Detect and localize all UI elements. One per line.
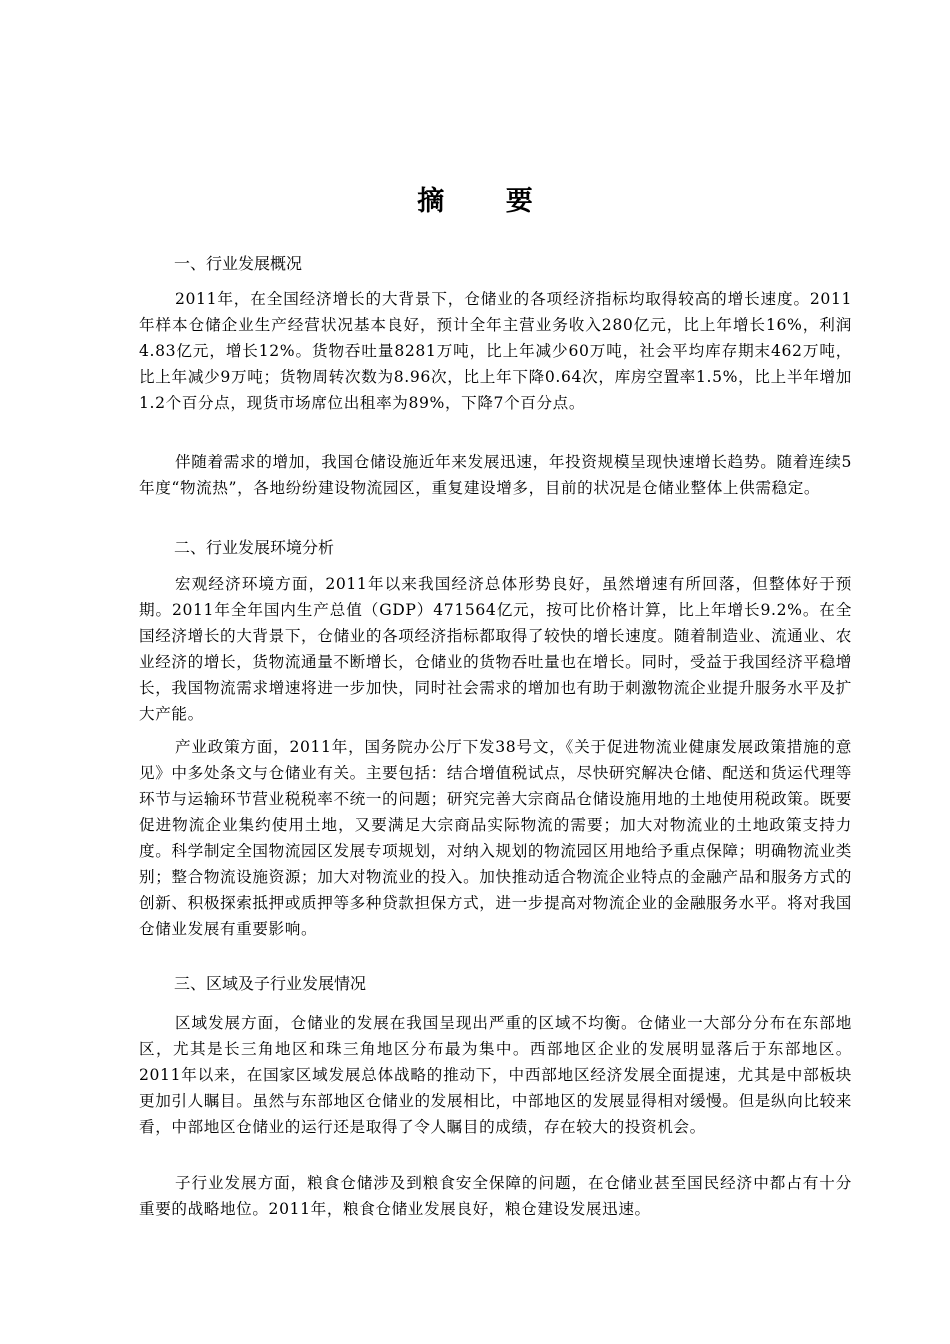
section-heading-regional: 三、区域及子行业发展情况 bbox=[174, 974, 367, 993]
paragraph-regional-1: 区域发展方面，仓储业的发展在我国呈现出严重的区域不均衡。仓储业一大部分分布在东部地区，尤其是长三角地区和珠三角地区分布最为集中。西部地区企业的发展明显落后于东部地区。2011年以来，在国家区域发展总体战略的推动下，中西部地区经济发展全面提速，尤其是中部板块更加引人瞩目。虽然与东部地区仓储业的发展相比，中部地区的发展显得相对缓慢。但是纵向比较来看，中部地区仓储业的运行还是取得了令人瞩目的成绩，存在较大的投资机会。 bbox=[139, 1014, 852, 1136]
paragraph-overview-1: 2011年，在全国经济增长的大背景下，仓储业的各项经济指标均取得较高的增长速度。2011年样本仓储企业生产经营状况基本良好，预计全年主营业务收入280亿元，比上年增长16%，利润4.83亿元，增长12%。货物吞吐量8281万吨，比上年减少60万吨，社会平均库存期末462万吨，比上年减少9万吨；货物周转次数为8.96次，比上年下降0.64次，库房空置率1.5%，比上半年增加1.2个百分点，现货市场席位出租率为89%，下降7个百分点。 bbox=[139, 290, 852, 412]
paragraph-overview-2: 伴随着需求的增加，我国仓储设施近年来发展迅速，年投资规模呈现快速增长趋势。随着连续5年度“物流热”，各地纷纷建设物流园区，重复建设增多，目前的状况是仓储业整体上供需稳定。 bbox=[139, 453, 852, 497]
paragraph-environment-2: 产业政策方面，2011年，国务院办公厅下发38号文，《关于促进物流业健康发展政策措施的意见》中多处条文与仓储业有关。主要包括：结合增值税试点，尽快研究解决仓储、配送和货运代理等环节与运输环节营业税税率不统一的问题；研究完善大宗商品仓储设施用地的土地使用税政策。既要促进物流企业集约使用土地，又要满足大宗商品实际物流的需要；加大对物流业的土地政策支持力度。科学制定全国物流园区发展专项规划，对纳入规划的物流园区用地给予重点保障；明确物流业类别；整合物流设施资源；加大对物流业的投入。加快推动适合物流企业特点的金融产品和服务方式的创新、积极探索抵押或质押等多种贷款担保方式，进一步提高对物流企业的金融服务水平。将对我国仓储业发展有重要影响。 bbox=[139, 738, 852, 938]
paragraph-environment-1: 宏观经济环境方面，2011年以来我国经济总体形势良好，虽然增速有所回落，但整体好于预期。2011年全年国内生产总值（GDP）471564亿元，按可比价格计算，比上年增长9.2%。在全国经济增长的大背景下，仓储业的各项经济指标都取得了较快的增长速度。随着制造业、流通业、农业经济的增长，货物流通量不断增长，仓储业的货物吞吐量也在增长。同时，受益于我国经济平稳增长，我国物流需求增速将进一步加快，同时社会需求的增加也有助于刺激物流企业提升服务水平及扩大产能。 bbox=[139, 575, 852, 723]
page-title: 摘 要 bbox=[417, 186, 559, 217]
paragraph-regional-2: 子行业发展方面，粮食仓储涉及到粮食安全保障的问题，在仓储业甚至国民经济中都占有十分重要的战略地位。2011年，粮食仓储业发展良好，粮仓建设发展迅速。 bbox=[139, 1174, 852, 1218]
section-heading-environment: 二、行业发展环境分析 bbox=[174, 538, 335, 557]
section-heading-overview: 一、行业发展概况 bbox=[174, 254, 303, 273]
